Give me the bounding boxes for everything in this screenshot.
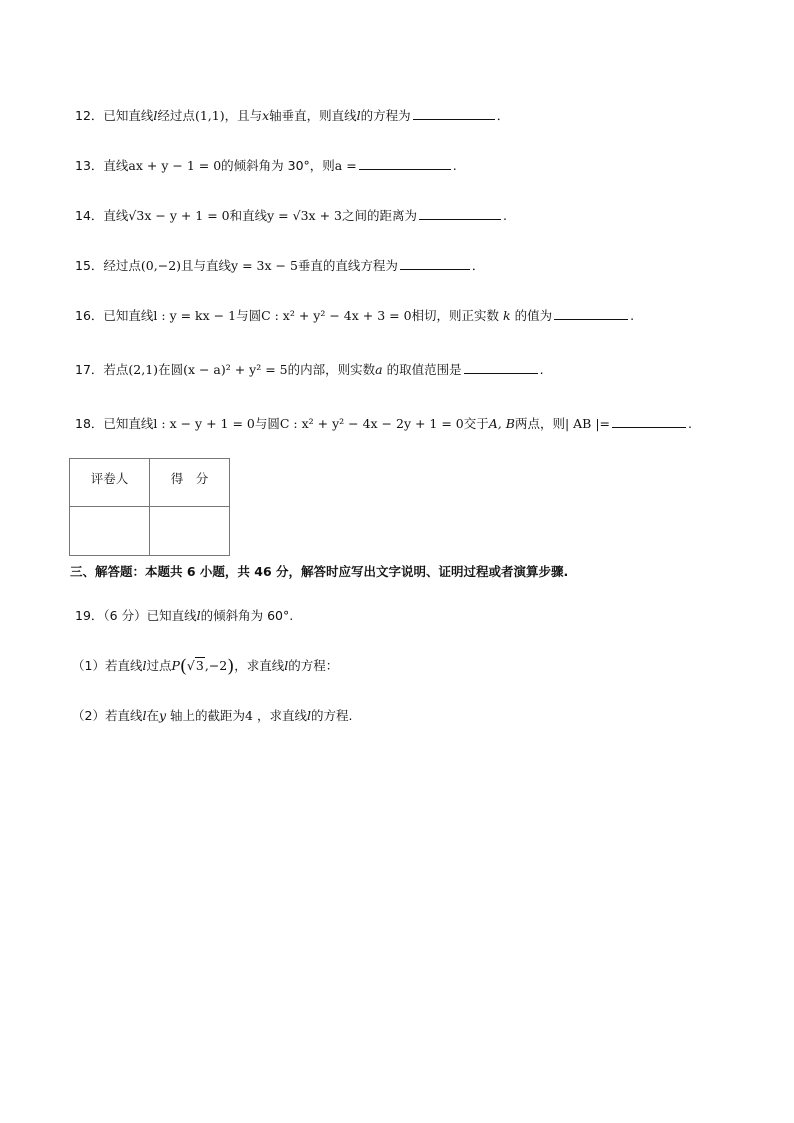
question-14 [75,207,507,225]
question-text: 的方程为 [360,108,411,123]
score-label: 得 分 [170,471,209,486]
math-expression: l [142,708,147,723]
question-text: 轴上的截距为 [170,708,246,723]
question-text: 垂直的直线方程为 [297,258,398,273]
math-expression: l [356,108,361,123]
question-text: 之间的距离为 [342,208,418,223]
question-number: 12． [75,108,104,123]
sqrt-symbol: √ [128,208,137,223]
math-expression: ax + y − 1 = 0 [128,158,222,173]
question-text: 直线 [103,158,129,173]
question-text: 的取值范围是 [386,362,462,377]
question-number: 14． [75,208,104,223]
math-expression: (1,1) [194,108,225,123]
answer-blank[interactable] [359,157,451,170]
question-15 [75,257,484,275]
math-expression: l [153,108,158,123]
question-text: 已知直线 [103,108,154,123]
question-text: 直线 [103,208,129,223]
question-19 [75,607,293,625]
question-text: 与圆 [236,308,262,323]
math-expression: y = 3x − 5 [231,258,298,273]
math-expression: (x − a)² + y² = 5 [183,362,288,377]
question-text: 若点 [103,362,129,377]
question-number: 19． [75,608,104,623]
question-end: . [452,158,457,173]
paren-open: ( [179,656,187,677]
question-text: 的方程： [288,658,339,673]
question-end: ． [496,108,510,123]
question-number: 17． [75,362,104,377]
answer-blank[interactable] [413,107,495,120]
grader-header-cell [70,459,150,507]
answer-blank[interactable] [612,415,686,428]
math-expression: k [503,308,511,323]
sqrt-symbol: √ [292,208,301,223]
paren-close: ) [227,656,235,677]
question-text: 的内部，则实数 [287,362,376,377]
question-text: ，且与 [224,108,263,123]
sqrt-symbol: √3 [186,658,204,673]
math-expression: l [306,708,311,723]
question-end: . [630,308,635,323]
question-text: 相切，则正实数 [411,308,500,323]
math-expression: l [284,658,289,673]
question-end: . [539,362,544,377]
question-19-part-2 [72,707,352,725]
question-text: 的倾斜角为 60°. [200,608,294,623]
math-expression: l : x − y + 1 = 0 [153,416,255,431]
question-text: 轴垂直，则直线 [269,108,357,123]
grader-label: 评卷人 [90,471,129,486]
math-expression: C : x² + y² − 4x − 2y + 1 = 0 [279,416,464,431]
score-header-cell [150,459,230,507]
question-text: 过点 [146,658,172,673]
question-text: 已知直线 [103,308,154,323]
math-expression: x [262,108,270,123]
math-expression: l [142,658,147,673]
math-expression: C : x² + y² − 4x + 3 = 0 [261,308,412,323]
question-text: 和直线 [229,208,268,223]
math-expression: A, B [488,416,515,431]
question-end: ． [471,258,485,273]
math-expression: l [196,608,201,623]
question-text: （1）若直线 [72,658,143,673]
question-13 [75,157,457,175]
math-expression: P [171,658,180,673]
math-expression: (2,1) [128,362,159,377]
question-text: ，求直线 [256,708,307,723]
question-text: 的值为 [514,308,553,323]
question-19-part-1 [72,657,338,676]
math-expression: l : y = kx − 1 [153,308,237,323]
question-text: 经过点 [157,108,195,123]
answer-blank[interactable] [400,257,470,270]
question-text: 且与直线 [181,258,232,273]
question-number: 16． [75,308,104,323]
grader-cell[interactable] [70,507,150,556]
question-end: . [503,208,507,223]
section-title: 三、解答题：本题共 6 小题，共 46 分，解答时应写出文字说明、证明过程或者演算步骤. [70,564,569,579]
answer-blank[interactable] [554,307,628,320]
question-text: 两点，则 [514,416,565,431]
question-text: 在 [146,708,159,723]
question-text: 经过点 [103,258,141,273]
answer-blank[interactable] [419,207,501,220]
question-text: 在圆 [158,362,184,377]
math-expression: | AB |= [564,416,611,431]
score-cell[interactable] [150,507,230,556]
question-text: 的方程. [310,708,353,723]
question-text: 已知直线 [103,416,154,431]
math-expression: ,−2 [204,658,228,673]
question-12 [75,107,509,125]
question-text: （6 分）已知直线 [103,608,197,623]
math-expression: a = [334,158,357,173]
question-17 [75,361,544,379]
math-expression: y = [267,208,289,223]
question-number: 18． [75,416,104,431]
math-expression: (0,−2) [140,258,182,273]
question-text: 交于 [463,416,489,431]
math-expression: a [375,362,383,377]
math-expression: 3x − y + 1 = 0 [136,208,230,223]
question-text: 与圆 [254,416,280,431]
score-table [69,458,230,556]
question-number: 13． [75,158,104,173]
math-expression: 3x + 3 [300,208,342,223]
question-number: 15． [75,258,104,273]
question-end: . [688,416,693,431]
question-18 [75,415,692,433]
question-16 [75,307,634,325]
question-text: （2）若直线 [72,708,143,723]
answer-blank[interactable] [464,361,538,374]
question-text: ，求直线 [234,658,285,673]
math-expression: 4 [245,708,253,723]
question-text: 的倾斜角为 30°，则 [221,158,335,173]
math-expression: y [158,708,167,723]
